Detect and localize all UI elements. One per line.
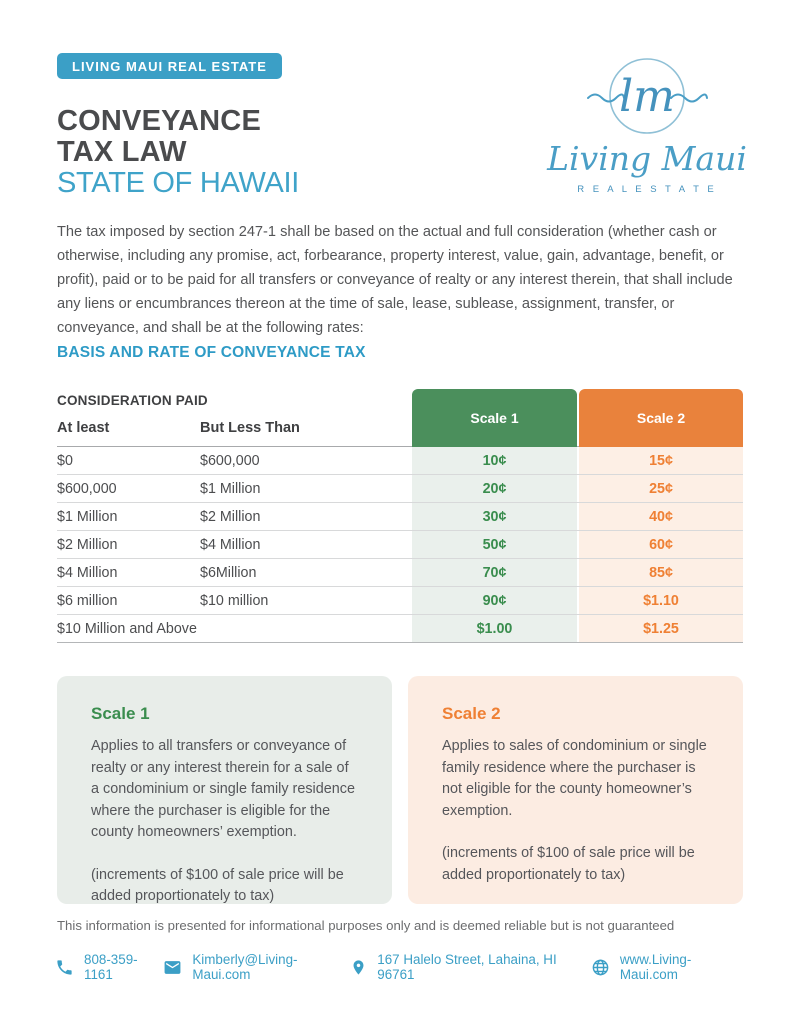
table-row xyxy=(57,559,743,587)
globe-icon xyxy=(591,958,610,977)
intro-paragraph: The tax imposed by section 247-1 shall be based on the actual and full consideration (whether cash or otherwise, including any promise, act, forbearance, property interest, value, gain, advantage, benefit, or profit), paid or to be paid for all transfers or conveyance of realty or any interest therein, that shall include any liens or encumbrances thereon at the time of sale, lease, sublease, assignment, transfer, or conveyance, and shall be at the following rates: xyxy=(57,224,733,336)
cell-scale1-rate: 90¢ xyxy=(412,587,577,614)
disclaimer-text: This information is presented for informational purposes only and is deemed reliable but is not guaranteed xyxy=(57,918,675,933)
cell-scale2-rate: $1.25 xyxy=(579,615,743,642)
cell-scale1-rate: 50¢ xyxy=(412,531,577,558)
scale2-box-heading: Scale 2 xyxy=(442,704,501,723)
table-row xyxy=(57,503,743,531)
table-row xyxy=(57,447,743,475)
title-line-1: CONVEYANCE xyxy=(57,105,261,137)
section-heading: BASIS AND RATE OF CONVEYANCE TAX xyxy=(57,344,366,361)
table-header xyxy=(57,389,743,447)
scale1-box-note: (increments of $100 of sale price will be added proportionately to tax) xyxy=(91,866,344,904)
cell-scale2-rate: 40¢ xyxy=(579,503,743,530)
logo-subtitle: R E A L E S T A T E xyxy=(577,184,717,195)
cell-scale1-rate: 70¢ xyxy=(412,559,577,586)
scale1-box-heading: Scale 1 xyxy=(91,704,150,723)
website-link[interactable] xyxy=(591,952,745,982)
logo-name: Living Maui xyxy=(547,139,747,178)
cell-at-least: $6 million xyxy=(57,592,118,609)
brand-badge: LIVING MAUI REAL ESTATE xyxy=(57,53,282,79)
cell-less-than: $2 Million xyxy=(200,508,261,525)
scale1-box xyxy=(57,676,392,904)
page-title xyxy=(57,106,299,199)
contact-footer xyxy=(55,952,745,982)
col-header-scale2: Scale 2 xyxy=(579,389,743,447)
consideration-paid-label: CONSIDERATION PAID xyxy=(57,393,208,408)
scale-boxes xyxy=(57,676,744,904)
cell-at-least: $1 Million xyxy=(57,508,118,525)
scale1-box-body: Applies to all transfers or conveyance of realty or any interest therein for a sale of a condominium or single family residence where the purchaser is eligible for the county homeowners’ exemption. xyxy=(91,738,355,840)
title-line-2: TAX LAW xyxy=(57,136,187,168)
col-header-less-than: But Less Than xyxy=(200,420,300,436)
email-address: Kimberly@Living-Maui.com xyxy=(192,952,298,982)
cell-scale2-rate: $1.10 xyxy=(579,587,743,614)
website-url: www.Living-Maui.com xyxy=(619,952,692,982)
cell-less-than: $10 million xyxy=(200,592,269,609)
street-address: 167 Halelo Street, Lahaina, HI 96761 xyxy=(377,952,557,982)
title-line-3: STATE OF HAWAII xyxy=(57,167,300,199)
table-row xyxy=(57,615,743,643)
email-link[interactable] xyxy=(163,952,350,982)
scale2-box-body: Applies to sales of condominium or single family residence where the purchaser is not eligible for the county homeowner’s exemption. xyxy=(442,738,707,819)
cell-less-than: $6Million xyxy=(200,564,257,581)
cell-scale2-rate: 85¢ xyxy=(579,559,743,586)
table-row xyxy=(57,531,743,559)
envelope-icon xyxy=(163,958,182,977)
table-row xyxy=(57,475,743,503)
col-header-scale1: Scale 1 xyxy=(412,389,577,447)
address-link[interactable] xyxy=(350,952,591,982)
logo-graphic xyxy=(540,48,755,206)
cell-less-than: $600,000 xyxy=(200,452,260,469)
living-maui-logo xyxy=(540,48,755,206)
cell-at-least: $4 Million xyxy=(57,564,118,581)
cell-scale1-rate: 30¢ xyxy=(412,503,577,530)
cell-at-least: $2 Million xyxy=(57,536,118,553)
phone-link[interactable] xyxy=(55,952,163,982)
logo-monogram: lm xyxy=(619,71,675,122)
col-header-at-least: At least xyxy=(57,420,110,436)
logo-wave-right xyxy=(671,95,707,102)
cell-at-least: $10 Million and Above xyxy=(57,620,197,637)
conveyance-tax-table xyxy=(57,389,743,643)
cell-at-least: $0 xyxy=(57,452,73,469)
cell-scale2-rate: 15¢ xyxy=(579,447,743,474)
cell-less-than: $4 Million xyxy=(200,536,261,553)
cell-scale2-rate: 60¢ xyxy=(579,531,743,558)
cell-at-least: $600,000 xyxy=(57,480,117,497)
phone-icon xyxy=(55,958,74,977)
table-row xyxy=(57,587,743,615)
scale2-box-note: (increments of $100 of sale price will be added proportionately to tax) xyxy=(442,845,695,883)
phone-number: 808-359-1161 xyxy=(84,952,138,982)
cell-scale2-rate: 25¢ xyxy=(579,475,743,502)
cell-scale1-rate: 20¢ xyxy=(412,475,577,502)
cell-scale1-rate: 10¢ xyxy=(412,447,577,474)
map-pin-icon xyxy=(350,958,367,977)
scale2-box xyxy=(408,676,743,904)
cell-less-than xyxy=(200,615,412,642)
cell-scale1-rate: $1.00 xyxy=(412,615,577,642)
cell-less-than: $1 Million xyxy=(200,480,261,497)
